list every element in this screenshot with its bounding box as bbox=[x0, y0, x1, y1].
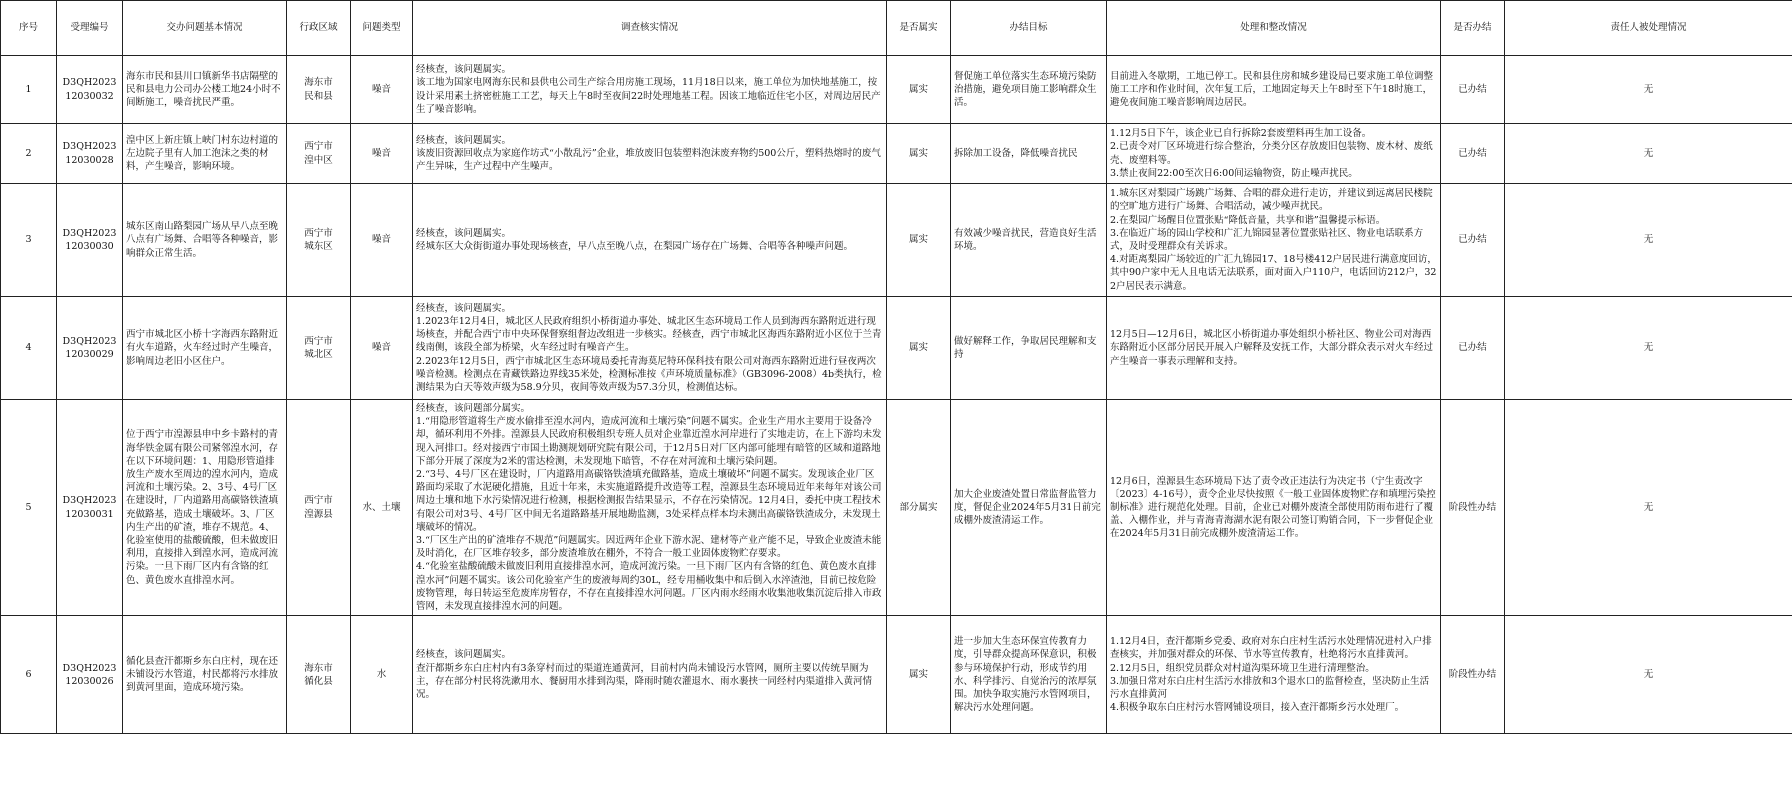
table-row bbox=[1, 616, 1792, 734]
cell-accountability: 无 bbox=[1505, 124, 1792, 184]
cell-investigation: 经核查，该问题属实。 查汗都斯乡东白庄村内有3条穿村而过的渠道连通黄河，目前村内尚未铺设污水管网，厕所主要以传统旱厕为主，存在部分村民将洗漱用水、餐厨用水排到沟渠，降雨时随农灌退水、雨水裹挟一同经村内渠道排入黄河情况。 bbox=[416, 649, 873, 700]
cell-region: 海东市 循化县 bbox=[304, 662, 333, 687]
header-seq: 序号 bbox=[1, 1, 57, 56]
header-region: 行政区域 bbox=[287, 1, 351, 56]
cell-verified: 属实 bbox=[887, 124, 951, 184]
cell-type: 水 bbox=[351, 616, 413, 734]
cell-closed: 已办结 bbox=[1441, 184, 1505, 297]
cell-seq: 1 bbox=[1, 56, 57, 124]
cell-id: D3QH202312030030 bbox=[57, 184, 123, 297]
header-closed: 是否办结 bbox=[1441, 1, 1505, 56]
cell-type: 水、土壤 bbox=[351, 400, 413, 616]
cell-region: 西宁市 城东区 bbox=[304, 227, 333, 252]
cell-id: D3QH202312030026 bbox=[57, 616, 123, 734]
cell-handling: 目前进入冬歇期，工地已停工。民和县住房和城乡建设局已要求施工单位调整施工工序和作业时间，次年复工后，工地固定每天上午8时至下午18时施工，避免夜间施工噪音影响周边居民。 bbox=[1110, 70, 1434, 109]
cell-closed: 阶段性办结 bbox=[1441, 616, 1505, 734]
header-row bbox=[1, 1, 1792, 56]
table-row bbox=[1, 124, 1792, 184]
cell-issue: 海东市民和县川口镇新华书店隔壁的民和县电力公司办公楼工地24小时不间断施工，噪音扰民严重。 bbox=[123, 56, 287, 124]
cell-verified: 属实 bbox=[887, 56, 951, 124]
cell-handling: 12月5日—12月6日，城北区小桥街道办事处组织小桥社区、物业公司对海西东路附近小区部分居民开展入户解释及安抚工作，大部分群众表示对火车经过产生噪音一事表示理解和支持。 bbox=[1110, 329, 1434, 367]
table-row bbox=[1, 184, 1792, 297]
cell-verified: 属实 bbox=[887, 184, 951, 297]
cell-seq: 4 bbox=[1, 297, 57, 400]
cell-issue: 循化县查汗都斯乡东白庄村，现在还未铺设污水管道，村民都将污水排放到黄河里面，造成环境污染。 bbox=[123, 616, 287, 734]
cell-id: D3QH202312030029 bbox=[57, 297, 123, 400]
cell-accountability: 无 bbox=[1505, 184, 1792, 297]
cell-seq: 2 bbox=[1, 124, 57, 184]
cell-goal: 督促施工单位落实生态环境污染防治措施，避免项目施工影响群众生活。 bbox=[951, 56, 1107, 124]
header-handling: 处理和整改情况 bbox=[1107, 1, 1441, 56]
cell-goal: 进一步加大生态环保宣传教育力度，引导群众提高环保意识，积极参与环境保护行动，形成节约用水、科学排污、自觉治污的浓厚氛围。加快争取实施污水管网项目，解决污水处理问题。 bbox=[951, 616, 1107, 734]
header-issue: 交办问题基本情况 bbox=[123, 1, 287, 56]
table-row bbox=[1, 297, 1792, 400]
cell-handling: 1.城东区对梨园广场跳广场舞、合唱的群众进行走访，并建议到远离居民楼院的空旷地方进行广场舞、合唱活动，减少噪声扰民。 2.在梨园广场醒目位置张贴“降低音量，共享和谐”温馨提示标语。 3.在临近广场的园山学校和广汇九锦园显著位置张贴社区、物业电话联系方式，及时受理群众有关诉求。 4.对距离梨园广场较近的广汇九锦园17、18号楼412户居民进行满意度回访，其中90户家中无人且电话无法联系，面对面入户110户，电话回访212户，322户居民表示满意。 bbox=[1110, 188, 1437, 292]
cell-goal: 加大企业废渣处置日常监督监管力度，督促企业2024年5月31日前完成棚外废渣清运工作。 bbox=[951, 400, 1107, 616]
cell-seq: 6 bbox=[1, 616, 57, 734]
cell-issue: 位于西宁市湟源县申中乡卡路村的青海华铁金属有限公司紧邻湟水河，存在以下环境问题：1、用隐形管道排放生产废水至周边的湟水河内，造成河流和土壤污染。2、3号、4号厂区在建设时，厂内道路用高碳铬铁渣填充做路基，造成土壤破坏。3、厂区内生产出的矿渣，堆存不规范。4、化验室使用的盐酸硫酸，但未做废旧利用，直接排入到湟水河，造成河流污染。一旦下雨厂区内有含铬的红色、黄色废水直排湟水河。 bbox=[123, 400, 287, 616]
cell-investigation: 经核查，该问题部分属实。 1.“用隐形管道将生产废水偷排至湟水河内，造成河流和土壤污染”问题不属实。企业生产用水主要用于设备冷却，循环利用不外排。湟源县人民政府积极组织专班人员对企业靠近湟水河岸进行了实地走访，在上下游均未发现入河排口。经对接西宁市国土勘测规划研究院有限公司，于12月5日对厂区内部可能埋有暗管的区域和道路地下部分开展了深度为2米的雷达检测，未发现地下暗管，不存在对河流和土壤污染问题。 2.“3号、4号厂区在建设时，厂内道路用高碳铬铁渣填充做路基，造成土壤破坏”问题不属实。发现该企业厂区路面均采取了水泥硬化措施，且近十年来，未实施道路提升改造等工程，湟源县生态环境局近年来每年对该公司周边土壤和地下水污染情况进行检测，根据检测报告结果显示，不存在污染情况。12月4日，委托中庚工程技术有限公司对3号、4号厂区中间无名道路路基开展地勘监测，3处采样点样本均未测出高碳铬铁渣成分，未发现土壤破坏的情况。 3.“厂区生产出的矿渣堆存不规范”问题属实。因近两年企业下游水泥、建材等产业产能不足，导致企业废渣未能及时消化，在厂区堆存较多，部分废渣堆放在棚外，不符合一般工业固体废物贮存要求。 4.“化验室盐酸硫酸未做废旧利用直接排湟水河，造成河流污染。一旦下雨厂区内有含铬的红色、黄色废水直排湟水河”问题不属实。该公司化验室产生的废液每周约30L，经专用桶收集中和后倒入水淬渣池，目前已按危险废物管理，每日转运至危废库房暂存，不存在直接排湟水河问题。厂区内雨水经雨水收集池收集沉淀后排入市政管网，未发现直接排湟水河的问题。 bbox=[416, 403, 882, 613]
cell-goal: 做好解释工作，争取居民理解和支持 bbox=[951, 297, 1107, 400]
cell-goal: 拆除加工设备，降低噪音扰民 bbox=[951, 124, 1107, 184]
table-row bbox=[1, 56, 1792, 124]
cell-type: 噪音 bbox=[351, 184, 413, 297]
cell-id: D3QH202312030032 bbox=[57, 56, 123, 124]
cell-accountability: 无 bbox=[1505, 56, 1792, 124]
cell-type: 噪音 bbox=[351, 297, 413, 400]
header-id: 受理编号 bbox=[57, 1, 123, 56]
cell-seq: 3 bbox=[1, 184, 57, 297]
cell-id: D3QH202312030028 bbox=[57, 124, 123, 184]
cell-accountability: 无 bbox=[1505, 616, 1792, 734]
table-row bbox=[1, 400, 1792, 616]
header-investigation: 调查核实情况 bbox=[413, 1, 887, 56]
cell-investigation: 经核查，该问题属实。 该废旧资源回收点为家庭作坊式“小散乱污”企业，堆放废旧包装塑料泡沫废弃物约500公斤，塑料热熔时的废气产生异味，生产过程中产生噪声。 bbox=[416, 134, 881, 173]
cell-issue: 城东区南山路梨园广场从早八点至晚八点有广场舞、合唱等各种噪音，影响群众正常生活。 bbox=[123, 184, 287, 297]
cell-handling: 1.12月5日下午，该企业已自行拆除2套废塑料再生加工设备。 2.已责令对厂区环境进行综合整治，分类分区存放废旧包装物、废木材、废纸壳、废塑料等。 3.禁止夜间22:00至次日6:00间运输物资，防止噪声扰民。 bbox=[1110, 128, 1433, 179]
header-goal: 办结目标 bbox=[951, 1, 1107, 56]
cell-verified: 属实 bbox=[887, 616, 951, 734]
header-type: 问题类型 bbox=[351, 1, 413, 56]
cell-closed: 已办结 bbox=[1441, 124, 1505, 184]
header-accountability: 责任人被处理情况 bbox=[1505, 1, 1792, 56]
cell-region: 西宁市 城北区 bbox=[304, 335, 333, 360]
cell-investigation: 经核查，该问题属实。 该工地为国家电网海东民和县供电公司生产综合用房施工现场，11月18日以来，施工单位为加快地基施工，按设计采用素土挤密桩施工工艺，每天上午8时至夜间22时处理地基工程。因该工地临近住宅小区，对周边居民产生了噪音影响。 bbox=[416, 64, 881, 115]
cell-region: 西宁市 湟源县 bbox=[304, 495, 333, 520]
cell-investigation: 经核查，该问题属实。 1.2023年12月4日，城北区人民政府组织小桥街道办事处、城北区生态环境局工作人员到海西东路附近进行现场核查，并配合西宁市中央环保督察组督边改组进一步核实。经核查，西宁市城北区海西东路附近小区位于兰青线南侧，该段全部为桥梁，火车经过时有噪音产生。 2.2023年12月5日，西宁市城北区生态环境局委托青海莫尼特环保科技有限公司对海西东路附近进行昼夜两次噪音检测。检测点在青藏铁路边界线35米处，检测标准按《声环境质量标准》（GB3096-2008）4b类执行，检测结果为白天等效声级为58.9分贝，夜间等效声级为57.3分贝，检测值达标。 bbox=[416, 302, 882, 393]
cell-issue: 西宁市城北区小桥十字海西东路附近有火车道路，火车经过时产生噪音，影响周边老旧小区住户。 bbox=[123, 297, 287, 400]
cell-region: 西宁市 湟中区 bbox=[304, 141, 333, 166]
cell-handling: 12月6日，湟源县生态环境局下达了责令改正违法行为决定书（宁生责改字〔2023〕4-16号），责令企业尽快按照《一般工业固体废物贮存和填埋污染控制标准》进行规范化处理。目前，企业已对棚外废渣全部使用防雨布进行了覆盖、入棚作业，并与青海青海湖水泥有限公司签订购销合同，下一步督促企业在2024年5月31日前完成棚外废渣清运工作。 bbox=[1110, 475, 1436, 540]
cell-type: 噪音 bbox=[351, 124, 413, 184]
cell-seq: 5 bbox=[1, 400, 57, 616]
cell-closed: 已办结 bbox=[1441, 56, 1505, 124]
cell-goal: 有效减少噪音扰民，营造良好生活环境。 bbox=[951, 184, 1107, 297]
cell-verified: 部分属实 bbox=[887, 400, 951, 616]
cell-closed: 已办结 bbox=[1441, 297, 1505, 400]
cell-verified: 属实 bbox=[887, 297, 951, 400]
cell-handling: 1.12月4日，查汗都斯乡党委、政府对东白庄村生活污水处理情况进村入户排查核实，并加强对群众的环保、节水等宣传教育，杜绝将污水直排黄河。 2.12月5日，组织党员群众对村道沟渠环境卫生进行清理整治。 3.加强日常对东白庄村生活污水排放和3个退水口的监督检查，坚决防止生活污水直排黄河 4.积极争取东白庄村污水管网铺设项目，接入查汗都斯乡污水处理厂。 bbox=[1110, 636, 1432, 714]
cell-investigation: 经核查，该问题属实。 经城东区大众街街道办事处现场核查，早八点至晚八点，在梨园广场存在广场舞、合唱等各种噪声问题。 bbox=[416, 227, 854, 252]
cell-issue: 湟中区上新庄镇上峡门村东边村道的左边院子里有人加工泡沫之类的材料，产生噪音，影响环境。 bbox=[123, 124, 287, 184]
cell-id: D3QH202312030031 bbox=[57, 400, 123, 616]
header-verified: 是否属实 bbox=[887, 1, 951, 56]
cell-closed: 阶段性办结 bbox=[1441, 400, 1505, 616]
cell-region: 海东市 民和县 bbox=[304, 77, 333, 102]
cell-accountability: 无 bbox=[1505, 297, 1792, 400]
cell-accountability: 无 bbox=[1505, 400, 1792, 616]
cell-type: 噪音 bbox=[351, 56, 413, 124]
